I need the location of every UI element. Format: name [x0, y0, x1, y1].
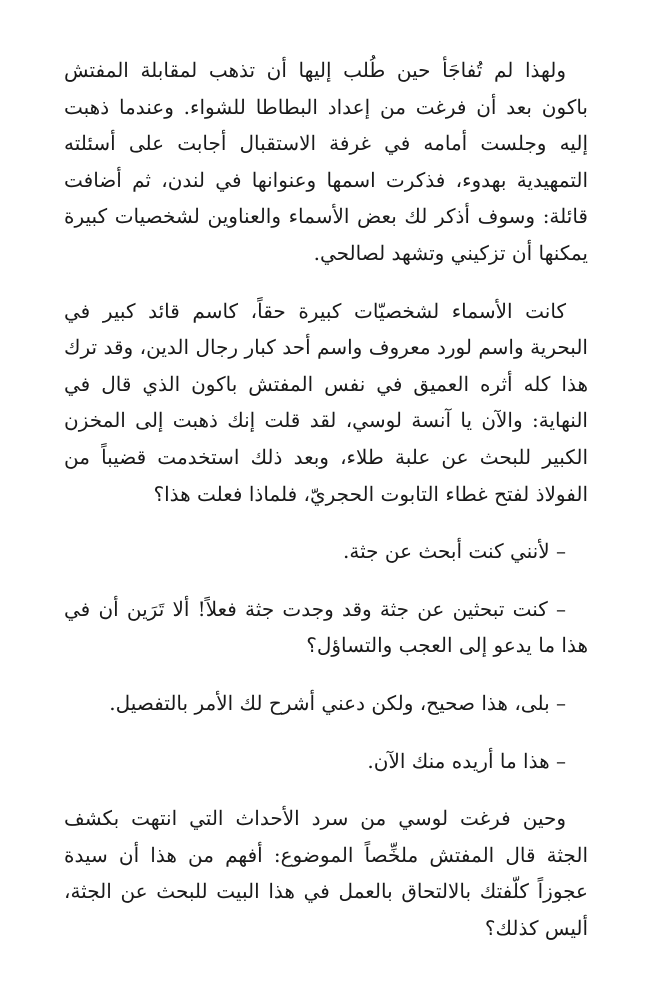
paragraph-summary: وحين فرغت لوسي من سرد الأحداث التي انتهت بكشف الجثة قال المفتش ملخِّصاً الموضوع: أفهم من هذا أن سيدة عجوزاً كلّفتك بالالتحاق بالعمل في هذا البيت للبحث عن الجثة، أليس كذلك؟	[64, 806, 588, 940]
dialogue-line-explain: – بلى، هذا صحيح، ولكن دعني أشرح لك الأمر بالتفصيل.	[109, 690, 566, 715]
book-page-text	[64, 52, 588, 967]
paragraph-inspector-meeting: ولهذا لم تُفاجَأ حين طُلب إليها أن تذهب لمقابلة المفتش باكون بعد أن فرغت من إعداد البطاطا للشواء. وعندما ذهبت إليه وجلست أمامه في غرفة الاستقبال أجابت على أسئلته التمهيدية بهدوء، فذكرت اسمها وعنوانها في لندن، ثم أضافت قائلة: وسوف أذكر لك بعض الأسماء والعناوين لشخصيات كبيرة يمكنها أن تزكيني وتشهد لصالحي.	[64, 58, 588, 265]
paragraph-references: كانت الأسماء لشخصيّات كبيرة حقاً، كاسم قائد كبير في البحرية واسم لورد معروف واسم أحد كبار رجال الدين، وقد ترك هذا كله أثره العميق في نفس المفتش باكون الذي قال في النهاية: والآن يا آنسة لوسي، لقد قلت إنك ذهبت إلى المخزن الكبير للبحث عن علبة طلاء، وبعد ذلك استخدمت قضيباً من الفولاذ لفتح غطاء التابوت الحجريّ، فلماذا فعلت هذا؟	[64, 298, 588, 506]
dialogue-line-looking-for-body: – لأنني كنت أبحث عن جثة.	[343, 539, 566, 564]
dialogue-line-what-i-want: – هذا ما أريده منك الآن.	[367, 748, 566, 773]
dialogue-line-found-body: – كنت تبحثين عن جثة وقد وجدت جثة فعلاً! ألا تَرَين أن في هذا ما يدعو إلى العجب والتساؤل؟	[64, 596, 588, 658]
